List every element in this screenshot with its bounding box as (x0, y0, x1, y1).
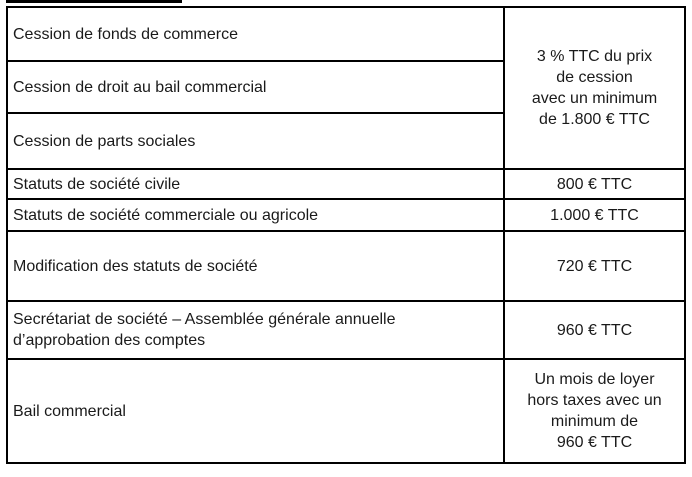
table-row (7, 169, 685, 199)
price-cell: 800 € TTC (504, 169, 685, 199)
service-cell: Cession de parts sociales (7, 113, 504, 169)
price-cell: 1.000 € TTC (504, 199, 685, 231)
service-cell: Modification des statuts de société (7, 231, 504, 301)
service-cell: Cession de droit au bail commercial (7, 61, 504, 113)
price-cell: Un mois de loyer hors taxes avec un minimum de 960 € TTC (504, 359, 685, 463)
heading-underline (6, 0, 182, 3)
service-cell: Cession de fonds de commerce (7, 7, 504, 61)
service-cell: Statuts de société civile (7, 169, 504, 199)
table-row (7, 7, 685, 61)
table-row (7, 231, 685, 301)
table-row (7, 359, 685, 463)
cession-price-cell: 3 % TTC du prix de cession avec un minimum de 1.800 € TTC (504, 7, 685, 169)
service-cell: Bail commercial (7, 359, 504, 463)
price-cell: 720 € TTC (504, 231, 685, 301)
table-row (7, 199, 685, 231)
fees-table (6, 6, 686, 464)
service-cell: Statuts de société commerciale ou agricole (7, 199, 504, 231)
table-row (7, 301, 685, 359)
service-cell: Secrétariat de société – Assemblée générale annuelle d’approbation des comptes (7, 301, 504, 359)
price-cell: 960 € TTC (504, 301, 685, 359)
